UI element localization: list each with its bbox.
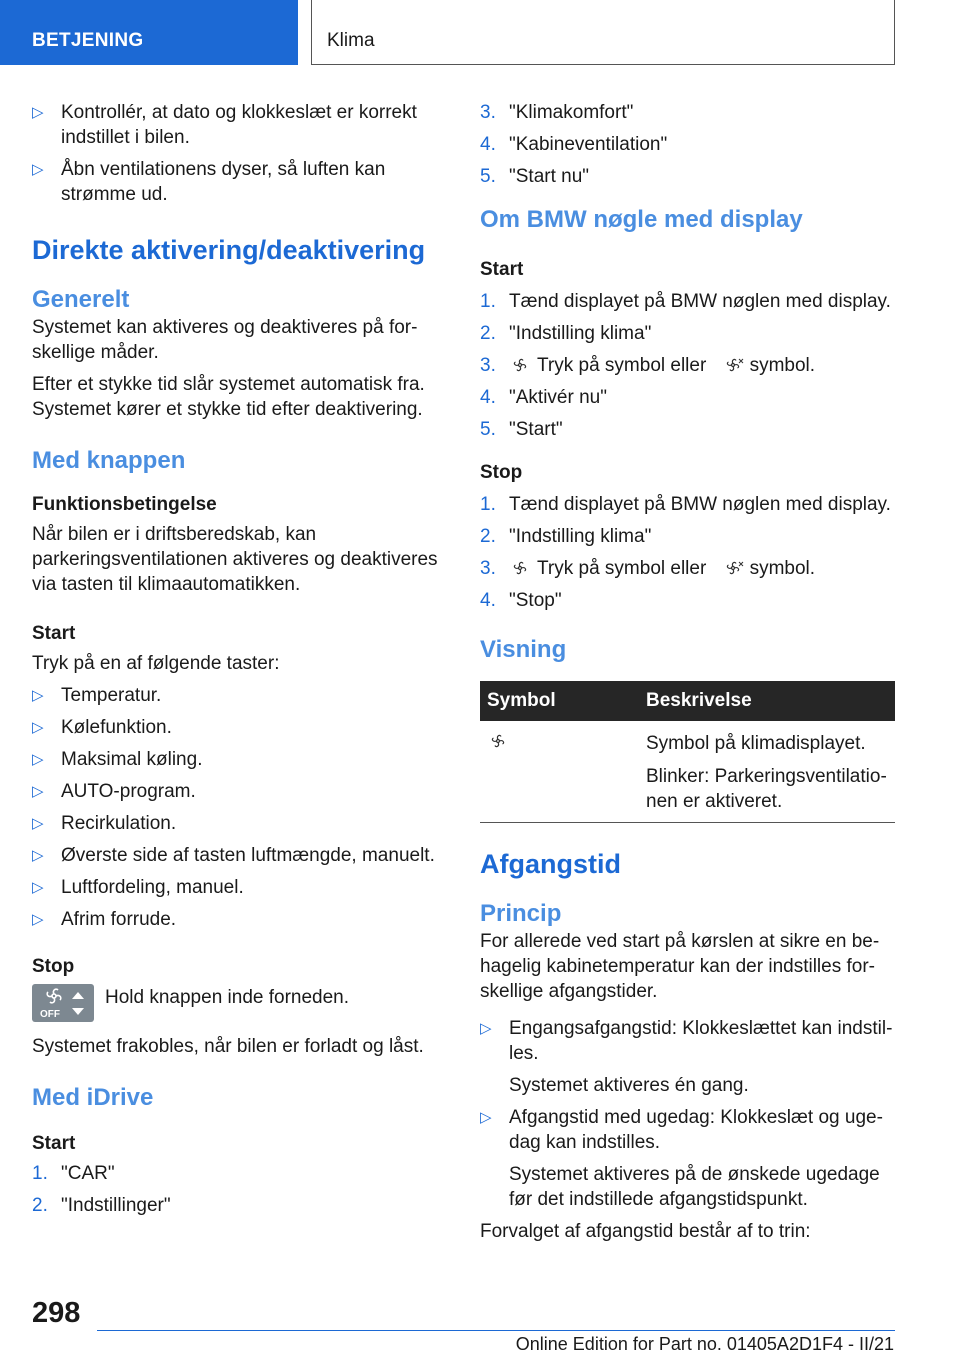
list-item: ▷ Engangsafgangstid: Klokkeslættet kan indstilles. Systemet aktiveres én gang.	[480, 1018, 893, 1096]
heading-start: Start	[480, 259, 524, 280]
triangle-right-icon: ▷	[32, 911, 44, 928]
list-item: 5. "Start"	[480, 419, 563, 440]
list-item: 4. "Stop"	[480, 590, 562, 611]
triangle-right-icon: ▷	[32, 687, 44, 704]
list-item: 2. "Indstilling klima"	[480, 323, 652, 344]
table-cell	[480, 721, 639, 823]
list-item: ▷ Recirkulation.	[32, 813, 177, 834]
triangle-right-icon: ▷	[32, 879, 44, 896]
paragraph: For allerede ved start på kørslen at sikre en behagelig kabinetemperatur kan der indstilles forskellige afgangstider.	[480, 931, 880, 1002]
list-item: ▷ Luftfordeling, manuel.	[32, 877, 244, 898]
triangle-right-icon: ▷	[32, 104, 44, 121]
fan-off-button-icon	[32, 984, 94, 1022]
paragraph: Efter et stykke tid slår systemet automatisk fra. Systemet kører et stykke tid efter deaktivering.	[32, 374, 425, 420]
list-item: ▷ Kontrollér, at dato og klokkeslæt er korrekt indstillet i bilen.	[32, 102, 417, 148]
paragraph: Systemet frakobles, når bilen er forladt og låst.	[32, 1036, 424, 1057]
heading-med-knappen: Med knappen	[32, 447, 186, 474]
list-item: 3. "Klimakomfort"	[480, 102, 634, 123]
list-item: 3. Tryk på symbol eller symbol.	[480, 558, 816, 579]
heading-med-idrive: Med iDrive	[32, 1084, 154, 1111]
list-item: 3. Tryk på symbol eller symbol.	[480, 355, 816, 376]
fan-icon	[722, 357, 744, 373]
triangle-right-icon: ▷	[32, 783, 44, 800]
heading-funktionsbetingelse: Funktionsbetingelse	[32, 494, 217, 515]
heading-start: Start	[32, 1133, 76, 1154]
list-item: 2. "Indstillinger"	[32, 1195, 171, 1216]
list-item: ▷ Maksimal køling.	[32, 749, 203, 770]
paragraph: Tryk på en af følgende taster:	[32, 653, 280, 674]
triangle-right-icon: ▷	[32, 161, 44, 178]
heading-princip: Princip	[480, 900, 562, 927]
left-column	[32, 100, 447, 1225]
heading-afgangstid: Afgangstid	[480, 849, 621, 879]
list-item: 1. Tænd displayet på BMW nøglen med display.	[480, 291, 891, 312]
symbol-table	[480, 681, 895, 823]
list-item: ▷ Åbn ventilationens dyser, så luften kan strømme ud.	[32, 159, 386, 205]
list-item: ▷ AUTO-program.	[32, 781, 196, 802]
fan-icon	[509, 357, 531, 373]
triangle-right-icon: ▷	[480, 1109, 492, 1126]
heading-direkte: Direkte aktivering/deaktivering	[32, 235, 426, 265]
triangle-right-icon: ▷	[32, 719, 44, 736]
section-tab: BETJENING	[0, 0, 298, 65]
table-header: Beskrivelse	[639, 681, 895, 721]
triangle-right-icon: ▷	[32, 815, 44, 832]
heading-generelt: Generelt	[32, 286, 130, 313]
list-item: 2. "Indstilling klima"	[480, 526, 652, 547]
table-header: Symbol	[480, 681, 639, 721]
heading-visning: Visning	[480, 636, 567, 663]
heading-key-display: Om BMW nøgle med display	[480, 206, 803, 233]
stop-instruction	[32, 984, 447, 1022]
list-item: 4. "Aktivér nu"	[480, 387, 607, 408]
heading-stop: Stop	[480, 462, 523, 483]
fan-icon	[509, 560, 531, 576]
paragraph: Hold knappen inde forneden.	[105, 987, 350, 1008]
page-number: 298	[32, 1297, 81, 1329]
list-item: ▷ Øverste side af tasten luftmængde, manuelt.	[32, 845, 435, 866]
table-cell: Symbol på klimadisplayet. Blinker: Parkeringsventilationen er aktiveret.	[639, 721, 895, 823]
heading-stop: Stop	[32, 956, 75, 977]
right-column	[480, 100, 898, 1244]
list-item: ▷ Afrim forrude.	[32, 909, 177, 930]
heading-start: Start	[32, 623, 76, 644]
list-item: 4. "Kabineventilation"	[480, 134, 668, 155]
list-item: 5. "Start nu"	[480, 166, 590, 187]
table-row	[480, 721, 895, 823]
list-item: 1. Tænd displayet på BMW nøglen med display.	[480, 494, 891, 515]
table-header-row	[480, 681, 895, 721]
fan-icon	[487, 733, 509, 749]
triangle-right-icon: ▷	[480, 1020, 492, 1037]
svg-text:OFF: OFF	[40, 1009, 60, 1020]
triangle-right-icon: ▷	[32, 847, 44, 864]
list-item: ▷ Afgangstid med ugedag: Klokkeslæt og ugedag kan indstilles. Systemet aktiveres på de ønskede ugedage før det indstillede afgangstidspunkt.	[480, 1107, 883, 1210]
list-item: ▷ Kølefunktion.	[32, 717, 172, 738]
footer-divider	[97, 1330, 895, 1331]
paragraph: Forvalget af afgangstid består af to trin:	[480, 1221, 811, 1242]
list-item: ▷ Temperatur.	[32, 685, 162, 706]
paragraph: Systemet kan aktiveres og deaktiveres på forskellige måder.	[32, 317, 418, 363]
fan-icon	[722, 560, 744, 576]
paragraph: Når bilen er i driftsberedskab, kan parkeringsventilationen aktiveres og deaktiveres via tasten til klimaautomatikken.	[32, 524, 438, 595]
list-item: 1. "CAR"	[32, 1163, 115, 1184]
chapter-tab: Klima	[311, 0, 895, 65]
footer-edition: Online Edition for Part no. 01405A2D1F4 - II/21	[515, 1334, 894, 1354]
triangle-right-icon: ▷	[32, 751, 44, 768]
